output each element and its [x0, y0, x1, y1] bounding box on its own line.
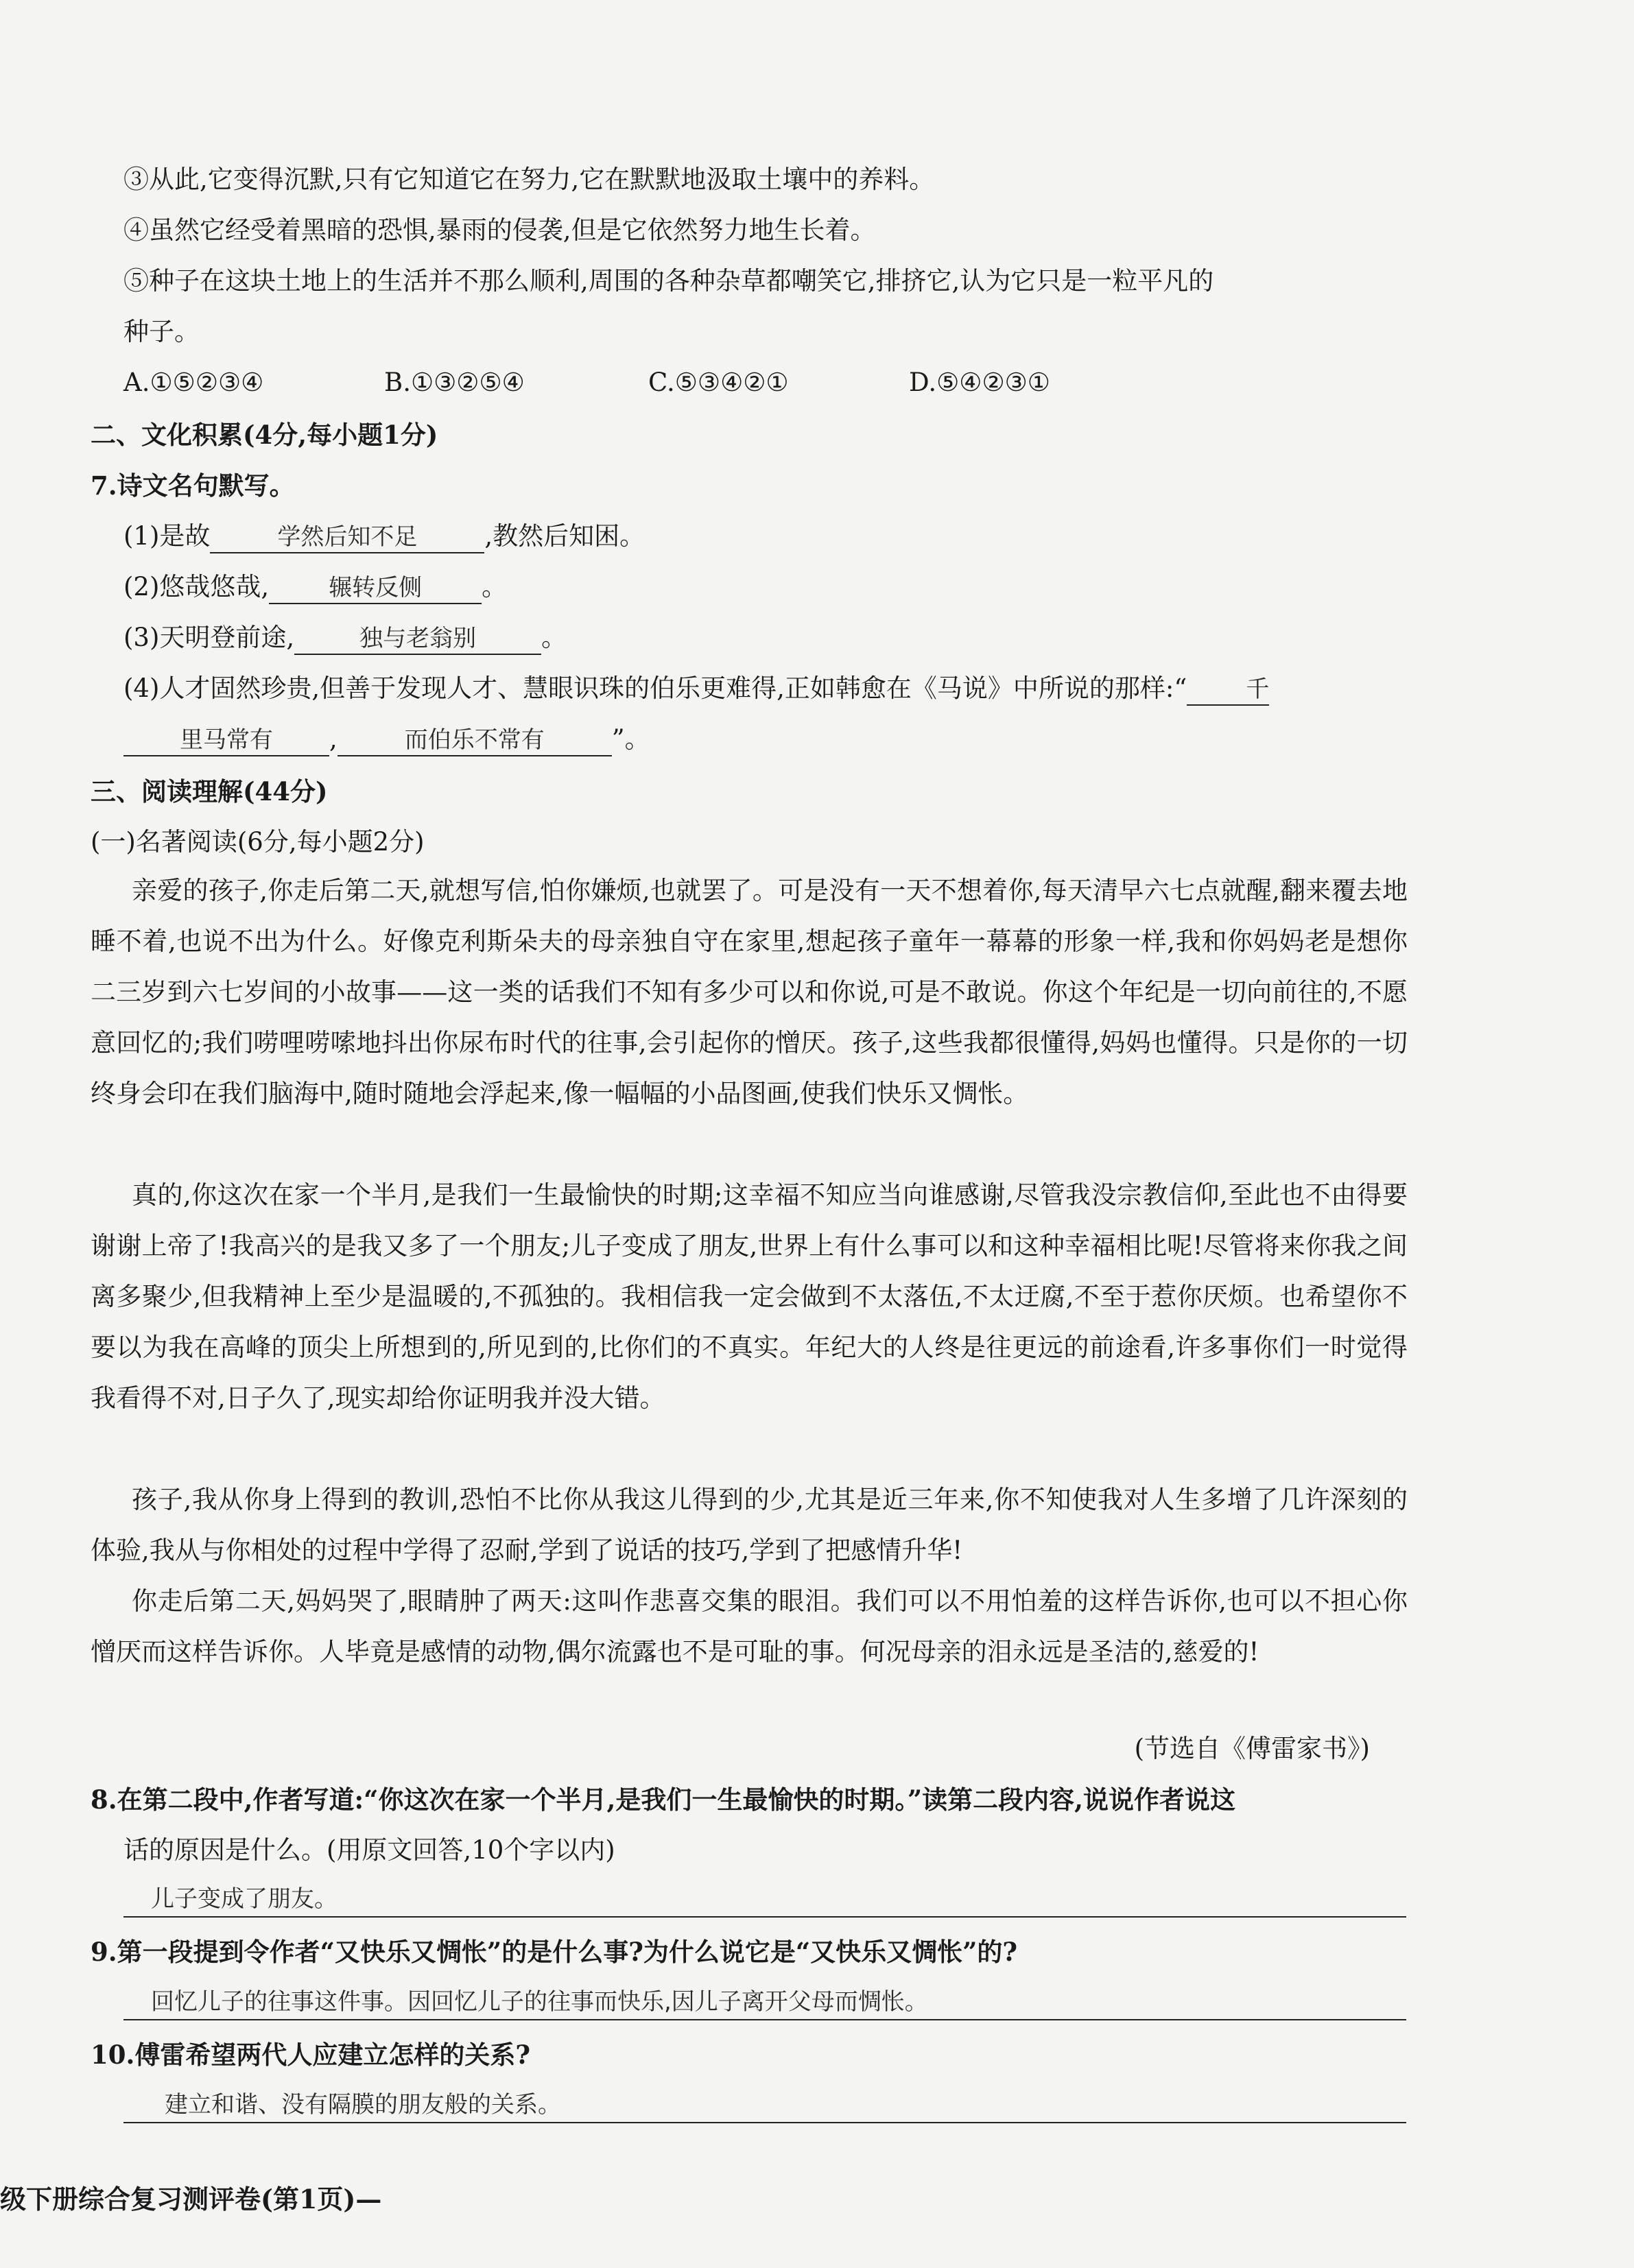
blank-2 — [123, 569, 507, 605]
blank-2-prefix: (2)悠哉悠哉, — [123, 572, 270, 601]
option-b: B.①③②⑤④ — [384, 368, 525, 397]
blank-4-prompt: (4)人才固然珍贵,但善于发现人才、慧眼识珠的伯乐更难得,正如韩愈在《马说》中所说的那样:“ — [123, 673, 1187, 703]
passage-paragraph-1: 亲爱的孩子,你走后第二天,就想写信,怕你嫌烦,也就罢了。可是没有一天不想着你,每天清早六七点就醒,翻来覆去地睡不着,也说不出为什么。好像克利斯朵夫的母亲独自守在家里,想起孩子童年一幕幕的形象一样,我和你妈妈老是想你二三岁到六七岁间的小故事——这一类的话我们不知有多少可以和你说,可是不敢说。你这个年纪是一切向前往的,不愿意回忆的;我们唠哩唠嗦地抖出你尿布时代的往事,会引起你的憎厌。孩子,这些我都很懂得,妈妈也懂得。只是你的一切终身会印在我们脑海中,随时随地会浮起来,像一幅幅的小品图画,使我们快乐又惆怅。 — [91, 876, 1408, 1108]
question-7: 7.诗文名句默写。 — [91, 470, 295, 501]
question-8-line-1: 8.在第二段中,作者写道:“你这次在家一个半月,是我们一生最愉快的时期。”读第二段内容,说说作者说这 — [91, 1784, 1235, 1815]
blank-2-answer: 辗转反侧 — [269, 573, 482, 604]
sequence-item-3: ③从此,它变得沉默,只有它知道它在努力,它在默默地汲取土壤中的养料。 — [123, 165, 935, 194]
blank-3-suffix: 。 — [541, 623, 567, 652]
option-a: A.①⑤②③④ — [123, 368, 264, 397]
sequence-item-4: ④虽然它经受着黑暗的恐惧,暴雨的侵袭,但是它依然努力地生长着。 — [123, 215, 876, 245]
subsection-1-title: (一)名著阅读(6分,每小题2分) — [91, 827, 425, 857]
blank-3-answer: 独与老翁别 — [294, 623, 541, 655]
sequence-item-5-cont: 种子。 — [123, 317, 200, 346]
blank-4-answer-1b: 里马常有 — [123, 725, 329, 756]
answer-10: 建立和谐、没有隔膜的朋友般的关系。 — [123, 2088, 1406, 2123]
blank-3-prefix: (3)天明登前途, — [123, 623, 295, 652]
option-c: C.⑤③④②① — [648, 368, 789, 397]
section-2-title: 二、文化积累(4分,每小题1分) — [91, 420, 438, 450]
blank-2-suffix: 。 — [482, 572, 508, 601]
blank-1-answer: 学然后知不足 — [210, 522, 484, 553]
section-3-title: 三、阅读理解(44分) — [91, 776, 328, 807]
blank-4-comma: , — [329, 724, 338, 754]
answer-9: 回忆儿子的往事这件事。因回忆儿子的往事而快乐,因儿子离开父母而惆怅。 — [123, 1985, 1406, 2020]
blank-1-prefix: (1)是故 — [123, 521, 211, 551]
blank-1-suffix: ,教然后知困。 — [484, 521, 646, 551]
option-d: D.⑤④②③① — [909, 368, 1050, 397]
passage-paragraph-3: 孩子,我从你身上得到的教训,恐怕不比你从我这儿得到的少,尤其是近三年来,你不知使我对人生多增了几许深刻的体验,我从与你相处的过程中学得了忍耐,学到了说话的技巧,学到了把感情升华! — [91, 1485, 1408, 1565]
page-footer: 级下册综合复习测评卷(第1页)— — [0, 2184, 382, 2215]
passage-source: (节选自《傅雷家书》) — [1134, 1734, 1370, 1763]
answer-8: 儿子变成了朋友。 — [123, 1882, 1406, 1918]
passage-paragraph-2: 真的,你这次在家一个半月,是我们一生最愉快的时期;这幸福不知应当向谁感谢,尽管我没宗教信仰,至此也不由得要谢谢上帝了!我高兴的是我又多了一个朋友;儿子变成了朋友,世界上有什么事可以和这种幸福相比呢!尽管将来你我之间离多聚少,但我精神上至少是温暖的,不孤独的。我相信我一定会做到不太落伍,不太迂腐,不至于惹你厌烦。也希望你不要以为我在高峰的顶尖上所想到的,所见到的,比你们的不真实。年纪大的人终是往更远的前途看,许多事你们一时觉得我看得不对,日子久了,现实却给你证明我并没大错。 — [91, 1180, 1408, 1413]
question-8-line-2: 话的原因是什么。(用原文回答,10个字以内) — [123, 1835, 615, 1865]
blank-4-line-2 — [123, 721, 650, 757]
passage-paragraph-4: 你走后第二天,妈妈哭了,眼睛肿了两天:这叫作悲喜交集的眼泪。我们可以不用怕羞的这样告诉你,也可以不担心你憎厌而这样告诉你。人毕竟是感情的动物,偶尔流露也不是可耻的事。何况母亲的泪永远是圣洁的,慈爱的! — [91, 1586, 1408, 1667]
blank-4-line-1 — [123, 671, 1269, 706]
sequence-item-5: ⑤种子在这块土地上的生活并不那么顺利,周围的各种杂草都嘲笑它,排挤它,认为它只是一粒平凡的 — [123, 266, 1214, 296]
question-9: 9.第一段提到令作者“又快乐又惆怅”的是什么事?为什么说它是“又快乐又惆怅”的? — [91, 1937, 1018, 1967]
blank-3 — [123, 620, 567, 656]
blank-4-answer-1a: 千 — [1187, 674, 1269, 706]
blank-4-answer-2: 而伯乐不常有 — [338, 725, 612, 756]
blank-1 — [123, 518, 645, 554]
blank-4-end: ”。 — [611, 724, 650, 754]
question-10: 10.傅雷希望两代人应建立怎样的关系? — [91, 2040, 531, 2070]
